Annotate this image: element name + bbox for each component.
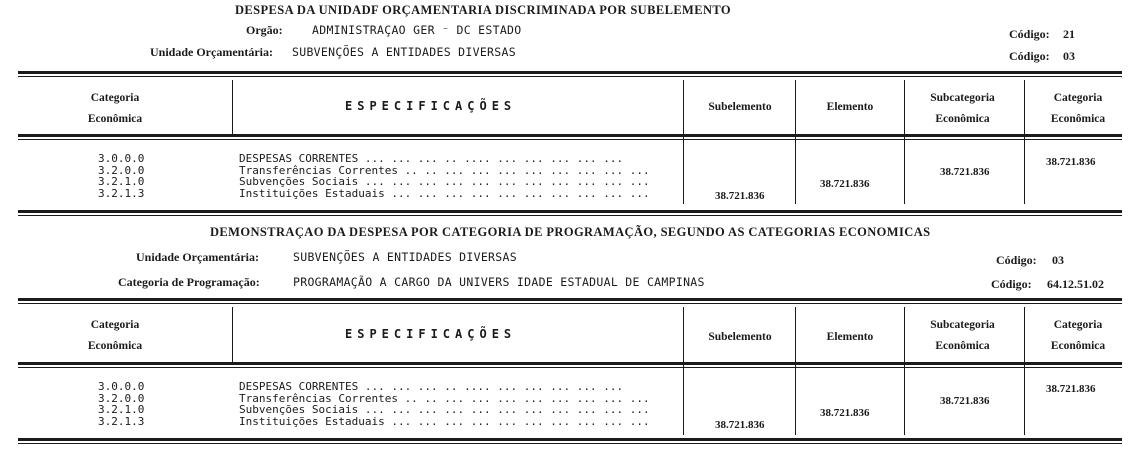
table-1-codes: 3.0.0.0 3.2.0.0 3.2.1.0 3.2.1.3 — [98, 152, 145, 200]
table-1-subcategoria-value: 38.721.836 — [940, 166, 990, 178]
table-2-subcategoria-value: 38.721.836 — [940, 395, 990, 407]
table-2-codes: 3.0.0.0 3.2.0.0 3.2.1.0 3.2.1.3 — [98, 380, 145, 428]
table-2-subelemento-value: 38.721.836 — [715, 419, 765, 431]
programacao-label: Categoria de Programação: — [118, 275, 260, 289]
table-1-elemento-value: 38.721.836 — [820, 178, 870, 190]
section-title: DEMONSTRAÇAO DA DESPESA POR CATEGORIA DE PROGRAMAÇÃO, SEGUNDO AS CATEGORIAS ECONOMICAS — [210, 225, 931, 239]
unidade-label-2: Unidade Orçamentária: — [136, 250, 259, 264]
table-1-categoria-value: 38.721.836 — [1046, 156, 1096, 168]
unidade-value: SUBVENÇÕES A ENTIDADES DIVERSAS — [292, 45, 516, 59]
header-categoria-economica-2: Categoria Econômica — [87, 319, 143, 352]
table-2-specs: DESPESAS CORRENTES ... ... ... .. .... ... ... ... ... ... Transferências Correntes .. .. ... ... ... ... ... ... ... ... Subvenções Sociais ... ... ... ... ... ... ... ... ... ... ... Instituições Estaduais ... ... ... ... ... ... ... ... ... ... — [239, 381, 650, 427]
header-categoria-economica: Categoria Econômica — [87, 92, 143, 125]
header-especificacoes-2: ESPECIFICAÇÕES — [345, 327, 517, 341]
header-especificacoes: ESPECIFICAÇÕES — [345, 99, 517, 113]
header-subelemento-2: Subelemento — [708, 331, 772, 343]
programacao-code: 64.12.51.02 — [1047, 277, 1104, 291]
programacao-value: PROGRAMAÇÃO A CARGO DA UNIVERS IDADE ESTADUAL DE CAMPINAS — [293, 275, 705, 289]
table-2-elemento-value: 38.721.836 — [820, 407, 870, 419]
table-1-specs: DESPESAS CORRENTES ... ... ... .. .... ... ... ... ... ... Transferências Correntes .. .. ... ... ... ... ... ... ... ... Subvenções Sociais ... ... ... ... ... ... ... ... ... ... ... Instituições Estaduais ... ... ... ... ... ... ... ... ... ... — [239, 153, 650, 199]
unidade-code-label: Código: — [1009, 49, 1050, 63]
header-subelemento: Subelemento — [708, 101, 772, 113]
header-elemento: Elemento — [826, 101, 874, 113]
header-subcategoria-economica-2: Subcategoria Econômica — [930, 319, 995, 352]
unidade-code-2: 03 — [1052, 253, 1064, 267]
unidade-code: 03 — [1063, 49, 1075, 63]
header-categoria-economica-right: Categoria Econômica — [1050, 92, 1106, 125]
unidade-label: Unidade Orçamentária: — [150, 45, 273, 59]
orgao-code: 21 — [1063, 27, 1075, 41]
report-title: DESPESA DA UNIDADF ORÇAMENTARIA DISCRIMINADA POR SUBELEMENTO — [235, 3, 732, 17]
header-elemento-2: Elemento — [826, 331, 874, 343]
table-2-categoria-value: 38.721.836 — [1046, 383, 1096, 395]
unidade-code-label-2: Código: — [996, 253, 1037, 267]
unidade-value-2: SUBVENÇÕES A ENTIDADES DIVERSAS — [293, 250, 517, 264]
table-1-subelemento-value: 38.721.836 — [715, 190, 765, 202]
programacao-code-label: Código: — [991, 277, 1032, 291]
orgao-label: Orgão: — [246, 23, 283, 37]
header-subcategoria-economica: Subcategoria Econômica — [930, 92, 995, 125]
orgao-value: ADMINISTRAÇAO GER ⁻ DC ESTADO — [312, 23, 522, 37]
header-categoria-economica-right-2: Categoria Econômica — [1050, 319, 1106, 352]
orgao-code-label: Código: — [1009, 27, 1050, 41]
